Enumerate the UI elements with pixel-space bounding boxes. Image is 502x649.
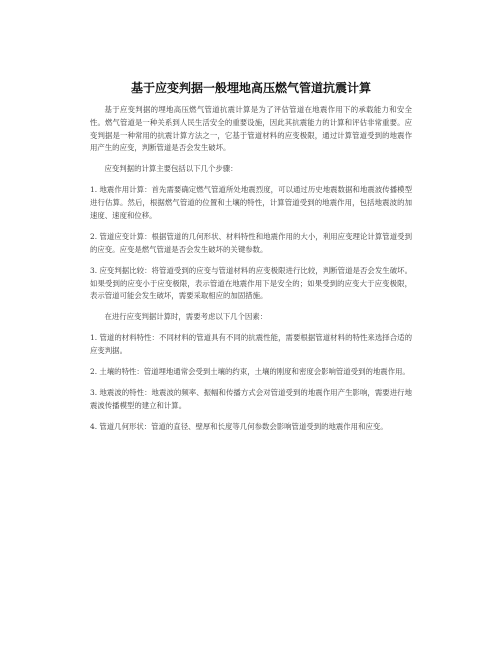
factors-intro-paragraph: 在进行应变判据计算时，需要考虑以下几个因素： [104,312,268,322]
step-paragraph: 3. 应变判据比较：将管道受到的应变与管道材料的应变极限进行比较，判断管道是否会发生破坏。如果受到的应变小于应变极限，表示管道在地震作用下是安全的；如果受到的应变大于应变极限，表示管道可能会发生破坏，需要采取相应的加固措施。 [90,265,412,301]
step-paragraph: 1. 地震作用计算：首先需要确定燃气管道所处地震烈度，可以通过历史地震数据和地震波传播模型进行估算。然后，根据燃气管道的位置和土壤的特性，计算管道受到的地震作用，包括地震波的加速度、速度和位移。 [90,185,412,220]
intro-paragraph: 基于应变判据的埋地高压燃气管道抗震计算是为了评估管道在地震作用下的承载能力和安全性。燃气管道是一种关系到人民生活安全的重要设施，因此其抗震能力的计算和评估非常重要。应变判据是一种常用的抗震计算方法之一，它基于管道材料的应变极限，通过计算管道受到的地震作用产生的应变，判断管道是否会发生破坏。 [90,105,412,153]
step-paragraph: 2. 管道应变计算：根据管道的几何形状、材料特性和地震作用的大小，利用应变理论计算管道受到的应变。应变是燃气管道是否会发生破坏的关键参数。 [90,231,412,254]
steps-intro-paragraph: 应变判据的计算主要包括以下几个步骤： [104,164,238,174]
factor-paragraph: 1. 管道的材料特性：不同材料的管道具有不同的抗震性能，需要根据管道材料的特性来选择合适的应变判据。 [90,333,412,356]
document-body [90,104,412,442]
factor-paragraph: 4. 管道几何形状：管道的直径、壁厚和长度等几何参数会影响管道受到的地震作用和应变。 [90,421,388,431]
factor-paragraph: 3. 地震波的特性：地震波的频率、振幅和传播方式会对管道受到的地震作用产生影响，需要进行地震波传播模型的建立和计算。 [90,388,412,410]
factor-paragraph: 2. 土壤的特性：管道埋地通常会受到土壤的约束，土壤的刚度和密度会影响管道受到的地震作用。 [90,367,410,377]
document-title: 基于应变判据一般埋地高压燃气管道抗震计算 [130,81,371,95]
